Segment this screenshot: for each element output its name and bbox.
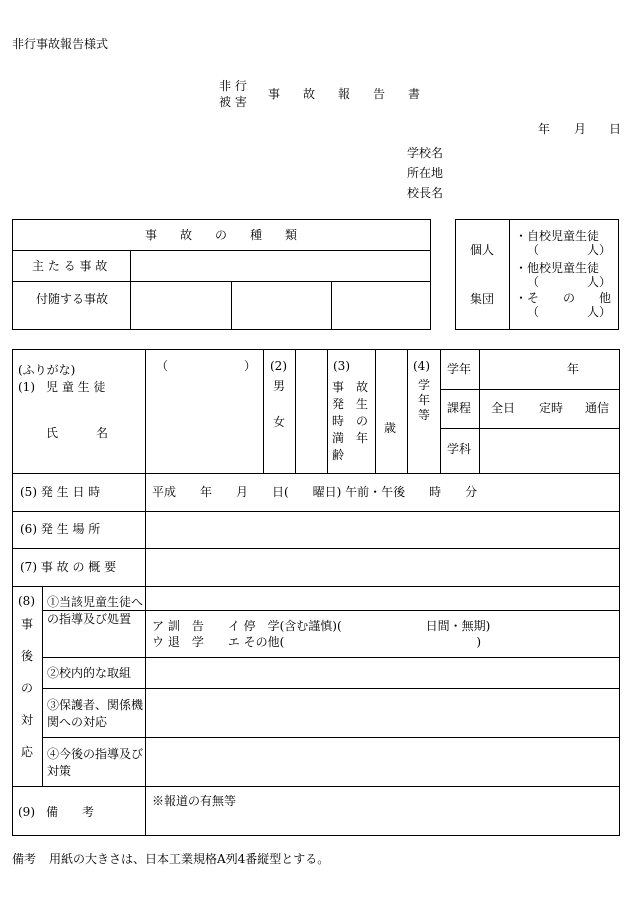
summary-label: (7) 事 故 の 概 要 [20, 560, 117, 574]
principal-name-label: 校長名 [407, 186, 444, 200]
group-label: 集団 [470, 292, 495, 306]
date-day: 日 [609, 122, 622, 136]
grade-unit: 年 [567, 362, 580, 376]
female-option[interactable]: 女 [273, 415, 286, 429]
department-label: 学科 [447, 442, 472, 456]
place-input[interactable] [150, 515, 615, 544]
document-title: 事 故 報 告 書 [268, 87, 420, 101]
option-own-school: ・自校児童生徒 [515, 229, 600, 243]
sex-number: (2) [270, 359, 287, 373]
accident-kind-heading: 事 故 の 種 類 [145, 228, 297, 242]
age-label-col1: 事 発 時 満 齢 [331, 380, 344, 462]
main-accident-input[interactable] [134, 254, 426, 276]
furigana-paren-close: ） [244, 359, 257, 373]
after-action-vertical-label: 事 後 の 対 応 [20, 617, 33, 759]
place-label: (6) 発 生 場 所 [20, 522, 101, 536]
footer-note: 用紙の大きさは、日本工業規格A列4番縦型とする。 [49, 852, 330, 866]
summary-input[interactable] [150, 552, 615, 582]
form-name: 非行事故報告様式 [12, 37, 109, 51]
after-action-number: (8) [18, 594, 35, 608]
remarks-value: ※報道の有無等 [152, 794, 237, 808]
date-month: 月 [574, 122, 587, 136]
option-other: ・そ の 他 [515, 291, 612, 305]
title-prefix-bottom: 被 害 [219, 95, 247, 109]
parents-action-label: ③保護者、関係機関への対応 [47, 698, 144, 729]
occur-time-value[interactable]: 平成 年 月 日( 曜日) 午前・午後 時 分 [152, 485, 478, 499]
grade-label: 学年 [447, 362, 472, 376]
option-other-school: ・他校児童生徒 [515, 261, 600, 275]
parents-action-input[interactable] [150, 692, 615, 734]
future-action-label: ④今後の指導及び対策 [47, 747, 144, 778]
grade-vertical-label: 学 年 等 [417, 378, 430, 422]
age-input[interactable] [379, 360, 405, 416]
name-label: 氏 名 [46, 426, 108, 440]
grade-number: (4) [413, 359, 430, 373]
grade-input[interactable] [484, 356, 564, 384]
guidance-label: ①当該児童生徒への指導及び処置 [47, 595, 144, 626]
main-accident-label: 主 た る 事 故 [32, 259, 108, 273]
course-fulltime[interactable]: 全日 [491, 401, 516, 415]
age-label-col2: 故 生 の 年 [355, 380, 368, 445]
furigana-label: (ふりがな) [18, 363, 76, 377]
course-correspondence[interactable]: 通信 [585, 401, 610, 415]
course-parttime[interactable]: 定時 [539, 401, 564, 415]
department-input[interactable] [484, 434, 614, 468]
course-label: 課程 [447, 401, 472, 415]
option-other-school-count: （ 人） [527, 275, 612, 289]
school-address-label: 所在地 [407, 166, 444, 180]
school-action-label: ②校内的な取組 [47, 666, 132, 680]
guidance-line-2: ウ 退 学 エ その他( ) [152, 635, 481, 649]
individual-label: 個人 [470, 243, 495, 257]
occur-time-label: (5) 発 生 日 時 [20, 485, 101, 499]
remarks-number: (9) [18, 805, 35, 819]
sub-accident-input-1[interactable] [134, 286, 227, 326]
age-unit: 歳 [384, 421, 397, 435]
footer-label: 備考 [12, 852, 37, 866]
age-number: (3) [333, 359, 350, 373]
date-year: 年 [538, 122, 551, 136]
furigana-paren-open: （ [156, 359, 169, 373]
future-action-input[interactable] [150, 741, 615, 783]
remarks-label: 備 考 [46, 805, 95, 819]
guidance-input[interactable] [150, 589, 615, 607]
sub-accident-input-3[interactable] [335, 286, 427, 326]
furigana-input[interactable] [172, 358, 242, 374]
option-other-count: （ 人） [527, 305, 612, 319]
sub-accident-input-2[interactable] [235, 286, 327, 326]
sub-accident-label: 付随する事故 [36, 292, 109, 306]
student-label: 児 童 生 徒 [46, 380, 106, 394]
school-action-input[interactable] [150, 661, 615, 685]
student-name-input[interactable] [150, 390, 258, 468]
male-option[interactable]: 男 [273, 379, 286, 393]
student-number: (1) [18, 380, 35, 394]
option-own-school-count: （ 人） [527, 243, 612, 257]
title-prefix-top: 非 行 [219, 79, 247, 93]
school-name-label: 学校名 [407, 146, 444, 160]
remarks-input[interactable] [150, 812, 615, 832]
guidance-line-1: ア 訓 告 イ 停 学(含む謹慎)( 日間・無期) [152, 619, 491, 633]
